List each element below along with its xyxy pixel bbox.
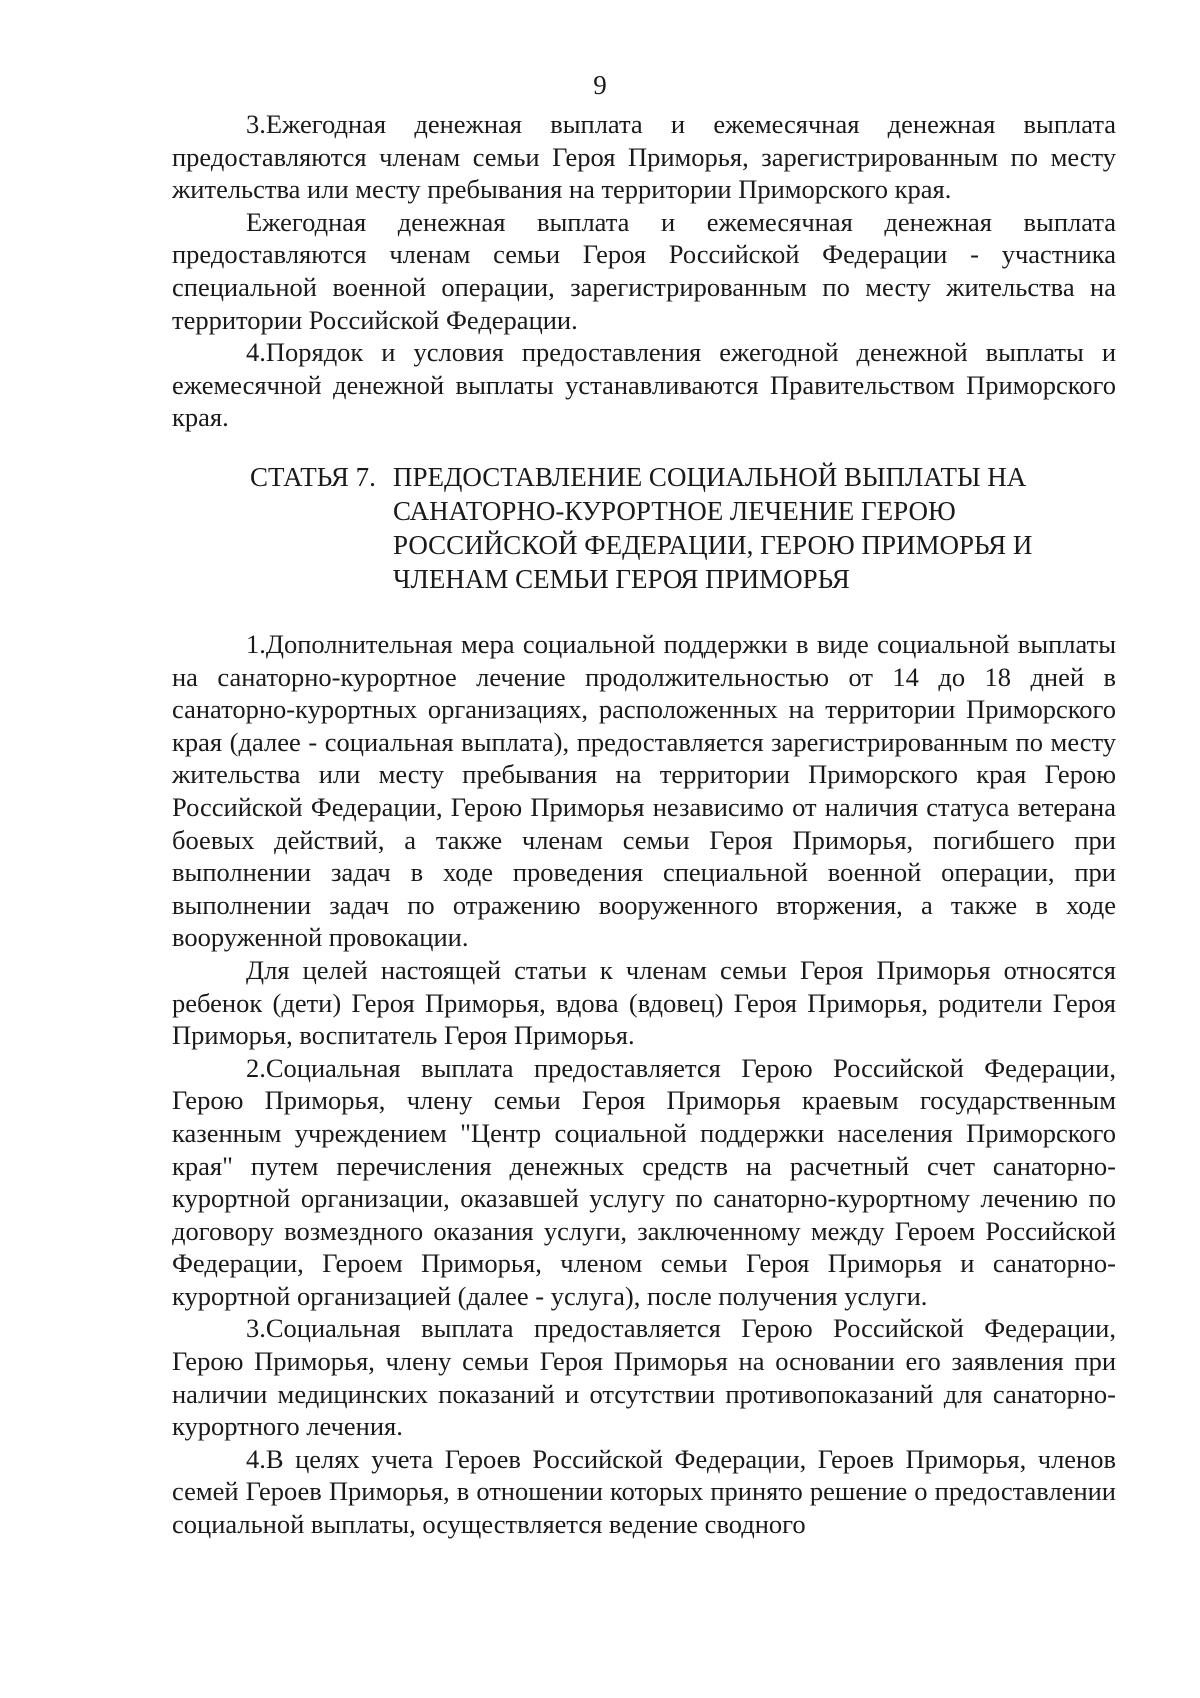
paragraph: 3.Социальная выплата предоставляется Герою Российской Федерации, Герою Приморья, члену семьи Героя Приморья на основании его заявления при наличии медицинских показаний и отсутствии противопоказаний для санаторно-курортного лечения. bbox=[172, 1313, 1116, 1442]
paragraph: Для целей настоящей статьи к членам семьи Героя Приморья относятся ребенок (дети) Героя Приморья, вдова (вдовец) Героя Приморья, родители Героя Приморья, воспитатель Героя Приморья. bbox=[172, 954, 1116, 1051]
paragraph: 1.Дополнительная мера социальной поддержки в виде социальной выплаты на санаторно-курортное лечение продолжительностью от 14 до 18 дней в санаторно-курортных организациях, расположенных на территории Приморского края (далее - социальная выплата), предоставляется зарегистрированным по месту жительства или месту пребывания на территории Приморского края Герою Российской Федерации, Герою Приморья независимо от наличия статуса ветерана боевых действий, а также членам семьи Героя Приморья, погибшего при выполнении задач в ходе проведения специальной военной операции, при выполнении задач по отражению вооруженного вторжения, а также в ходе вооруженной провокации. bbox=[172, 629, 1116, 953]
paragraph: 4.Порядок и условия предоставления ежегодной денежной выплаты и ежемесячной денежной выплаты устанавливаются Правительством Приморского края. bbox=[172, 337, 1116, 433]
article-number: СТАТЬЯ 7. bbox=[250, 462, 376, 492]
article-title-line: РОССИЙСКОЙ ФЕДЕРАЦИИ, ГЕРОЮ ПРИМОРЬЯ И bbox=[393, 530, 1033, 560]
paragraph: 2.Социальная выплата предоставляется Герою Российской Федерации, Герою Приморья, члену семьи Героя Приморья краевым государственным казенным учреждением "Центр социальной поддержки населения Приморского края" путем перечисления денежных средств на расчетный счет санаторно-курортной организации, оказавшей услугу по санаторно-курортному лечению по договору возмездного оказания услуги, заключенному между Героем Российской Федерации, Героем Приморья, членом семьи Героя Приморья и санаторно-курортной организацией (далее - услуга), после получения услуги. bbox=[172, 1052, 1116, 1311]
paragraph: 3.Ежегодная денежная выплата и ежемесячная денежная выплата предоставляются членам семьи Героя Приморья, зарегистрированным по месту жительства или месту пребывания на территории Приморского края. bbox=[172, 109, 1116, 205]
section-article-7 bbox=[172, 628, 1116, 1541]
article-title-line: САНАТОРНО-КУРОРТНОЕ ЛЕЧЕНИЕ ГЕРОЮ bbox=[393, 496, 956, 526]
article-title-line: ЧЛЕНАМ СЕМЬИ ГЕРОЯ ПРИМОРЬЯ bbox=[393, 564, 850, 594]
paragraph: 4.В целях учета Героев Российской Федерации, Героев Приморья, членов семей Героев Приморья, в отношении которых принято решение о предоставлении социальной выплаты, осуществляется ведение сводного bbox=[172, 1443, 1116, 1540]
article-heading-line bbox=[250, 460, 1130, 494]
article-heading bbox=[250, 460, 1130, 596]
paragraph: Ежегодная денежная выплата и ежемесячная денежная выплата предоставляются членам семьи Героя Российской Федерации - участника специальной военной операции, зарегистрированным по месту жительства на территории Российской Федерации. bbox=[172, 206, 1116, 335]
article-title-line: ПРЕДОСТАВЛЕНИЕ СОЦИАЛЬНОЙ ВЫПЛАТЫ НА bbox=[393, 462, 1027, 492]
page-number: 9 bbox=[593, 70, 607, 100]
section-payments bbox=[172, 108, 1116, 434]
